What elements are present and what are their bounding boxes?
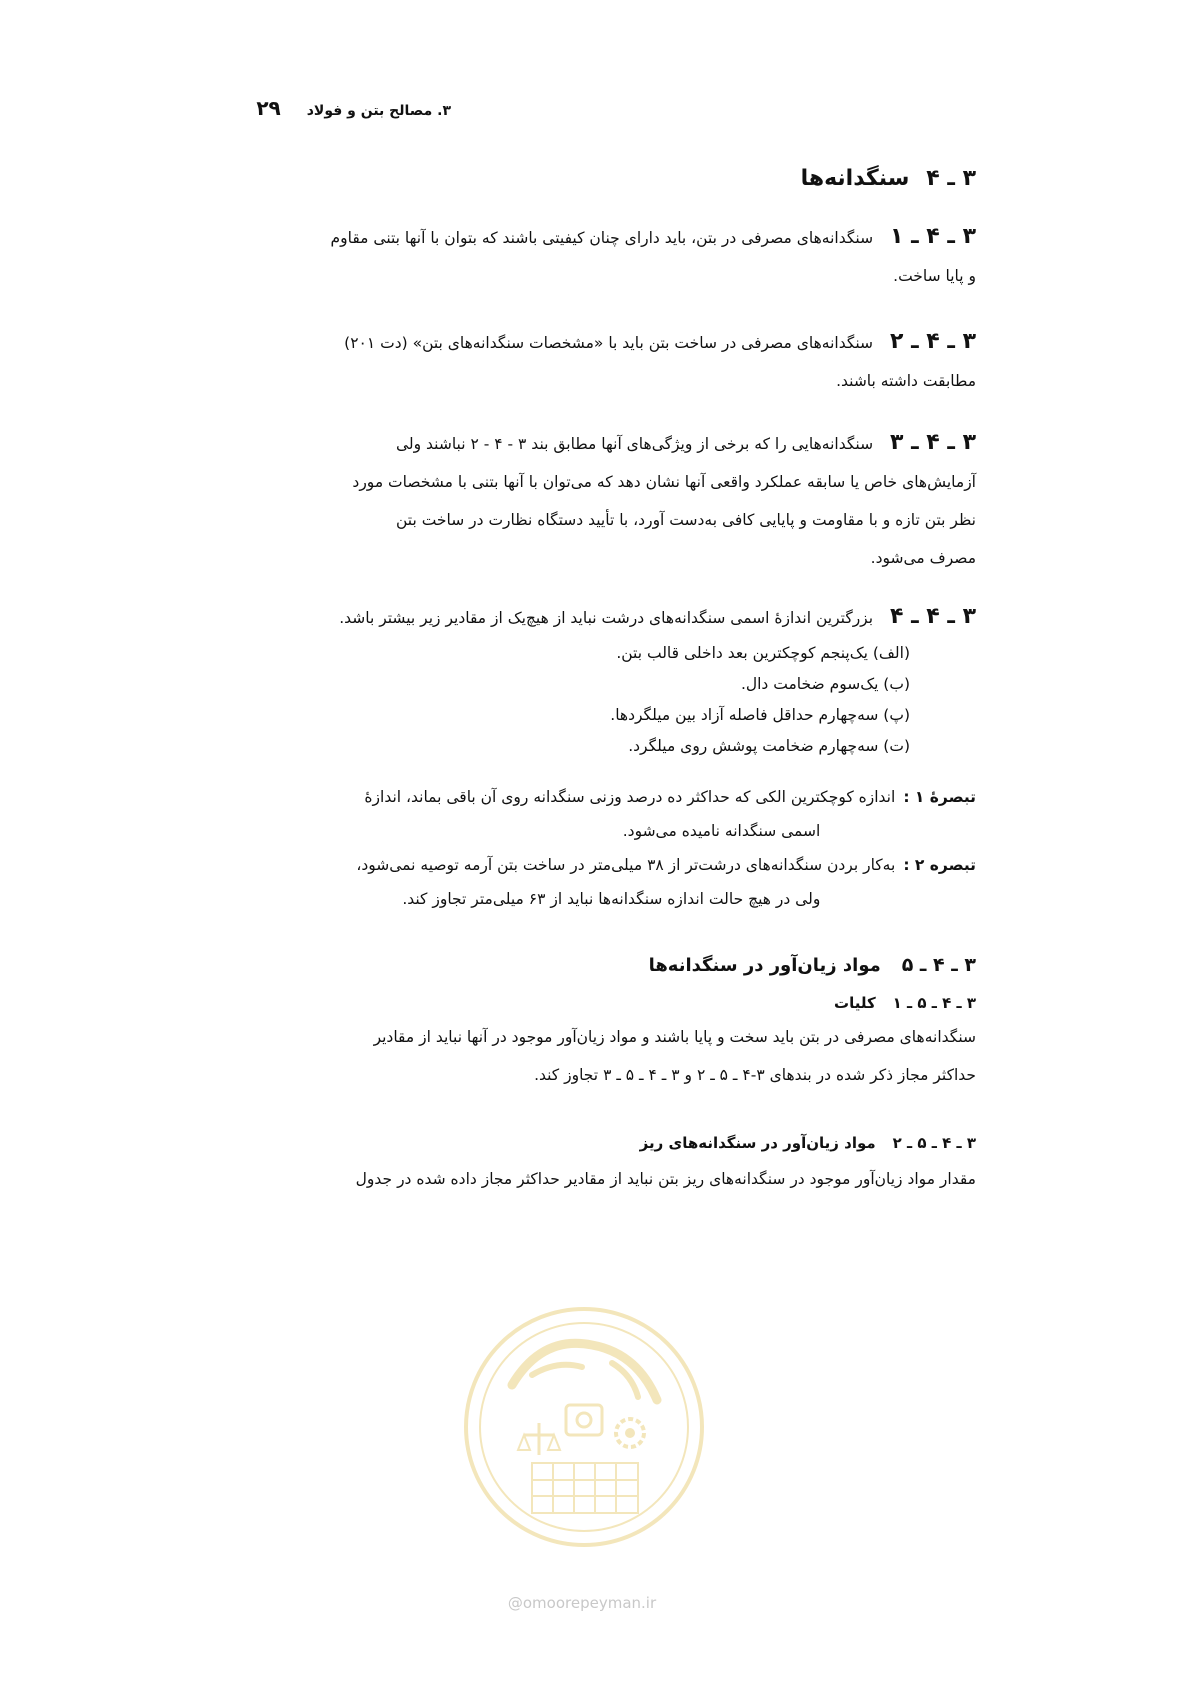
paragraph-number: ۳ ـ ۴ ـ ۳ [890,430,976,455]
section-title: سنگدانه‌ها [800,166,910,191]
paragraph-number: ۳ ـ ۴ ـ ۱ [890,224,976,249]
paragraph-line [216,323,976,362]
paragraph-3-4-5-2 [216,1160,976,1198]
paragraph-line: نظر بتن تازه و با مقاومت و پایایی کافی به‌دست آورد، با تأیید دستگاه نظارت در ساخت بتن [396,511,976,529]
note-label: تبصره ۲ : [903,856,976,874]
subsection-heading [216,946,976,985]
note-2 [216,848,976,916]
note-line: ولی در هیچ حالت اندازه سنگدانه‌ها نباید از ۶۳ میلی‌متر تجاوز کند. [402,890,821,908]
chapter-title: ۳. مصالح بتن و فولاد [306,103,451,119]
list-item: (پ) سه‌چهارم حداقل فاصله آزاد بین میلگردها. [610,706,910,724]
note-line: به‌کار بردن سنگدانه‌های درشت‌تر از ۳۸ میلی‌متر در ساخت بتن آرمه توصیه نمی‌شود، [356,856,896,874]
note-text [216,848,895,916]
note-line: اسمی سنگدانه نامیده می‌شود. [622,822,821,840]
note-1 [216,780,976,848]
paragraph-text: سنگدانه‌هایی را که برخی از ویژگی‌های آنها مطابق بند ۳ - ۴ - ۲ نباشند ولی [395,435,874,453]
running-header [256,96,451,120]
paragraph-3-4-4 [216,598,976,637]
sub-heading-3-4-5-2 [216,1124,976,1162]
watermark-site: @omoorepeyman.ir [507,1594,657,1612]
sub-heading-number: ۳ ـ ۴ ـ ۵ ـ ۲ [892,1134,976,1152]
sub-heading-title: کلیات [834,994,876,1012]
size-limit-list [150,638,976,762]
note-text [216,780,895,848]
watermark-logo [462,1305,707,1550]
paragraph-line: مقدار مواد زیان‌آور موجود در سنگدانه‌های ریز بتن نباید از مقادیر حداکثر مجاز داده شده در جدول [355,1170,976,1188]
note-line: اندازه کوچکترین الکی که حداکثر ده درصد وزنی سنگدانه روی آن باقی بماند، اندازهٔ [364,788,896,806]
paragraph-text: بزرگترین اندازهٔ اسمی سنگدانه‌های درشت نباید از هیچ‌یک از مقادیر زیر بیشتر باشد. [339,609,874,627]
paragraph-line: مطابقت داشته باشند. [836,372,976,390]
subsection-title: مواد زیان‌آور در سنگدانه‌ها [648,955,881,976]
paragraph-text: سنگدانه‌های مصرفی در بتن، باید دارای چنان کیفیتی باشند که بتوان با آنها بتنی مقاوم [330,229,874,247]
paragraph-line: سنگدانه‌های مصرفی در بتن باید سخت و پایا باشند و مواد زیان‌آور موجود در آنها نباید از مقادیر [373,1028,976,1046]
paragraph-line [216,598,976,637]
sub-heading-3-4-5-1 [216,984,976,1022]
paragraph-line: حداکثر مجاز ذکر شده در بندهای ۳-۴ ـ ۵ ـ ۲ و ۳ ـ ۴ ـ ۵ ـ ۳ تجاوز کند. [534,1066,976,1084]
page-number: ۲۹ [256,96,281,120]
paragraph-3-4-1 [216,218,976,295]
list-item: (الف) یک‌پنجم کوچکترین بعد داخلی قالب بتن. [616,644,910,662]
paragraph-3-4-2 [216,323,976,400]
note-label: تبصرهٔ ۱ : [903,788,976,806]
paragraph-3-4-3 [216,424,976,577]
paragraph-line [216,424,976,463]
paragraph-text: سنگدانه‌های مصرفی در ساخت بتن باید با «مشخصات سنگدانه‌های بتن» (دت ۲۰۱) [344,334,874,352]
section-number: ۳ ـ ۴ [926,166,976,191]
paragraph-number: ۳ ـ ۴ ـ ۴ [890,604,976,629]
list-item: (ب) یک‌سوم ضخامت دال. [740,675,910,693]
section-heading [216,160,976,199]
list-item: (ت) سه‌چهارم ضخامت پوشش روی میلگرد. [628,737,910,755]
paragraph-number: ۳ ـ ۴ ـ ۲ [890,329,976,354]
paragraph-line: مصرف می‌شود. [870,549,976,567]
paragraph-3-4-5-1 [216,1018,976,1094]
sub-heading-title: مواد زیان‌آور در سنگدانه‌های ریز [639,1134,876,1152]
paragraph-line: و پایا ساخت. [893,267,976,285]
subsection-number: ۳ ـ ۴ ـ ۵ [901,954,976,976]
paragraph-line [216,218,976,257]
paragraph-line: آزمایش‌های خاص یا سابقه عملکرد واقعی آنها نشان دهد که می‌توان با آنها بتنی با مشخصات مورد [352,473,976,491]
sub-heading-number: ۳ ـ ۴ ـ ۵ ـ ۱ [892,994,976,1012]
